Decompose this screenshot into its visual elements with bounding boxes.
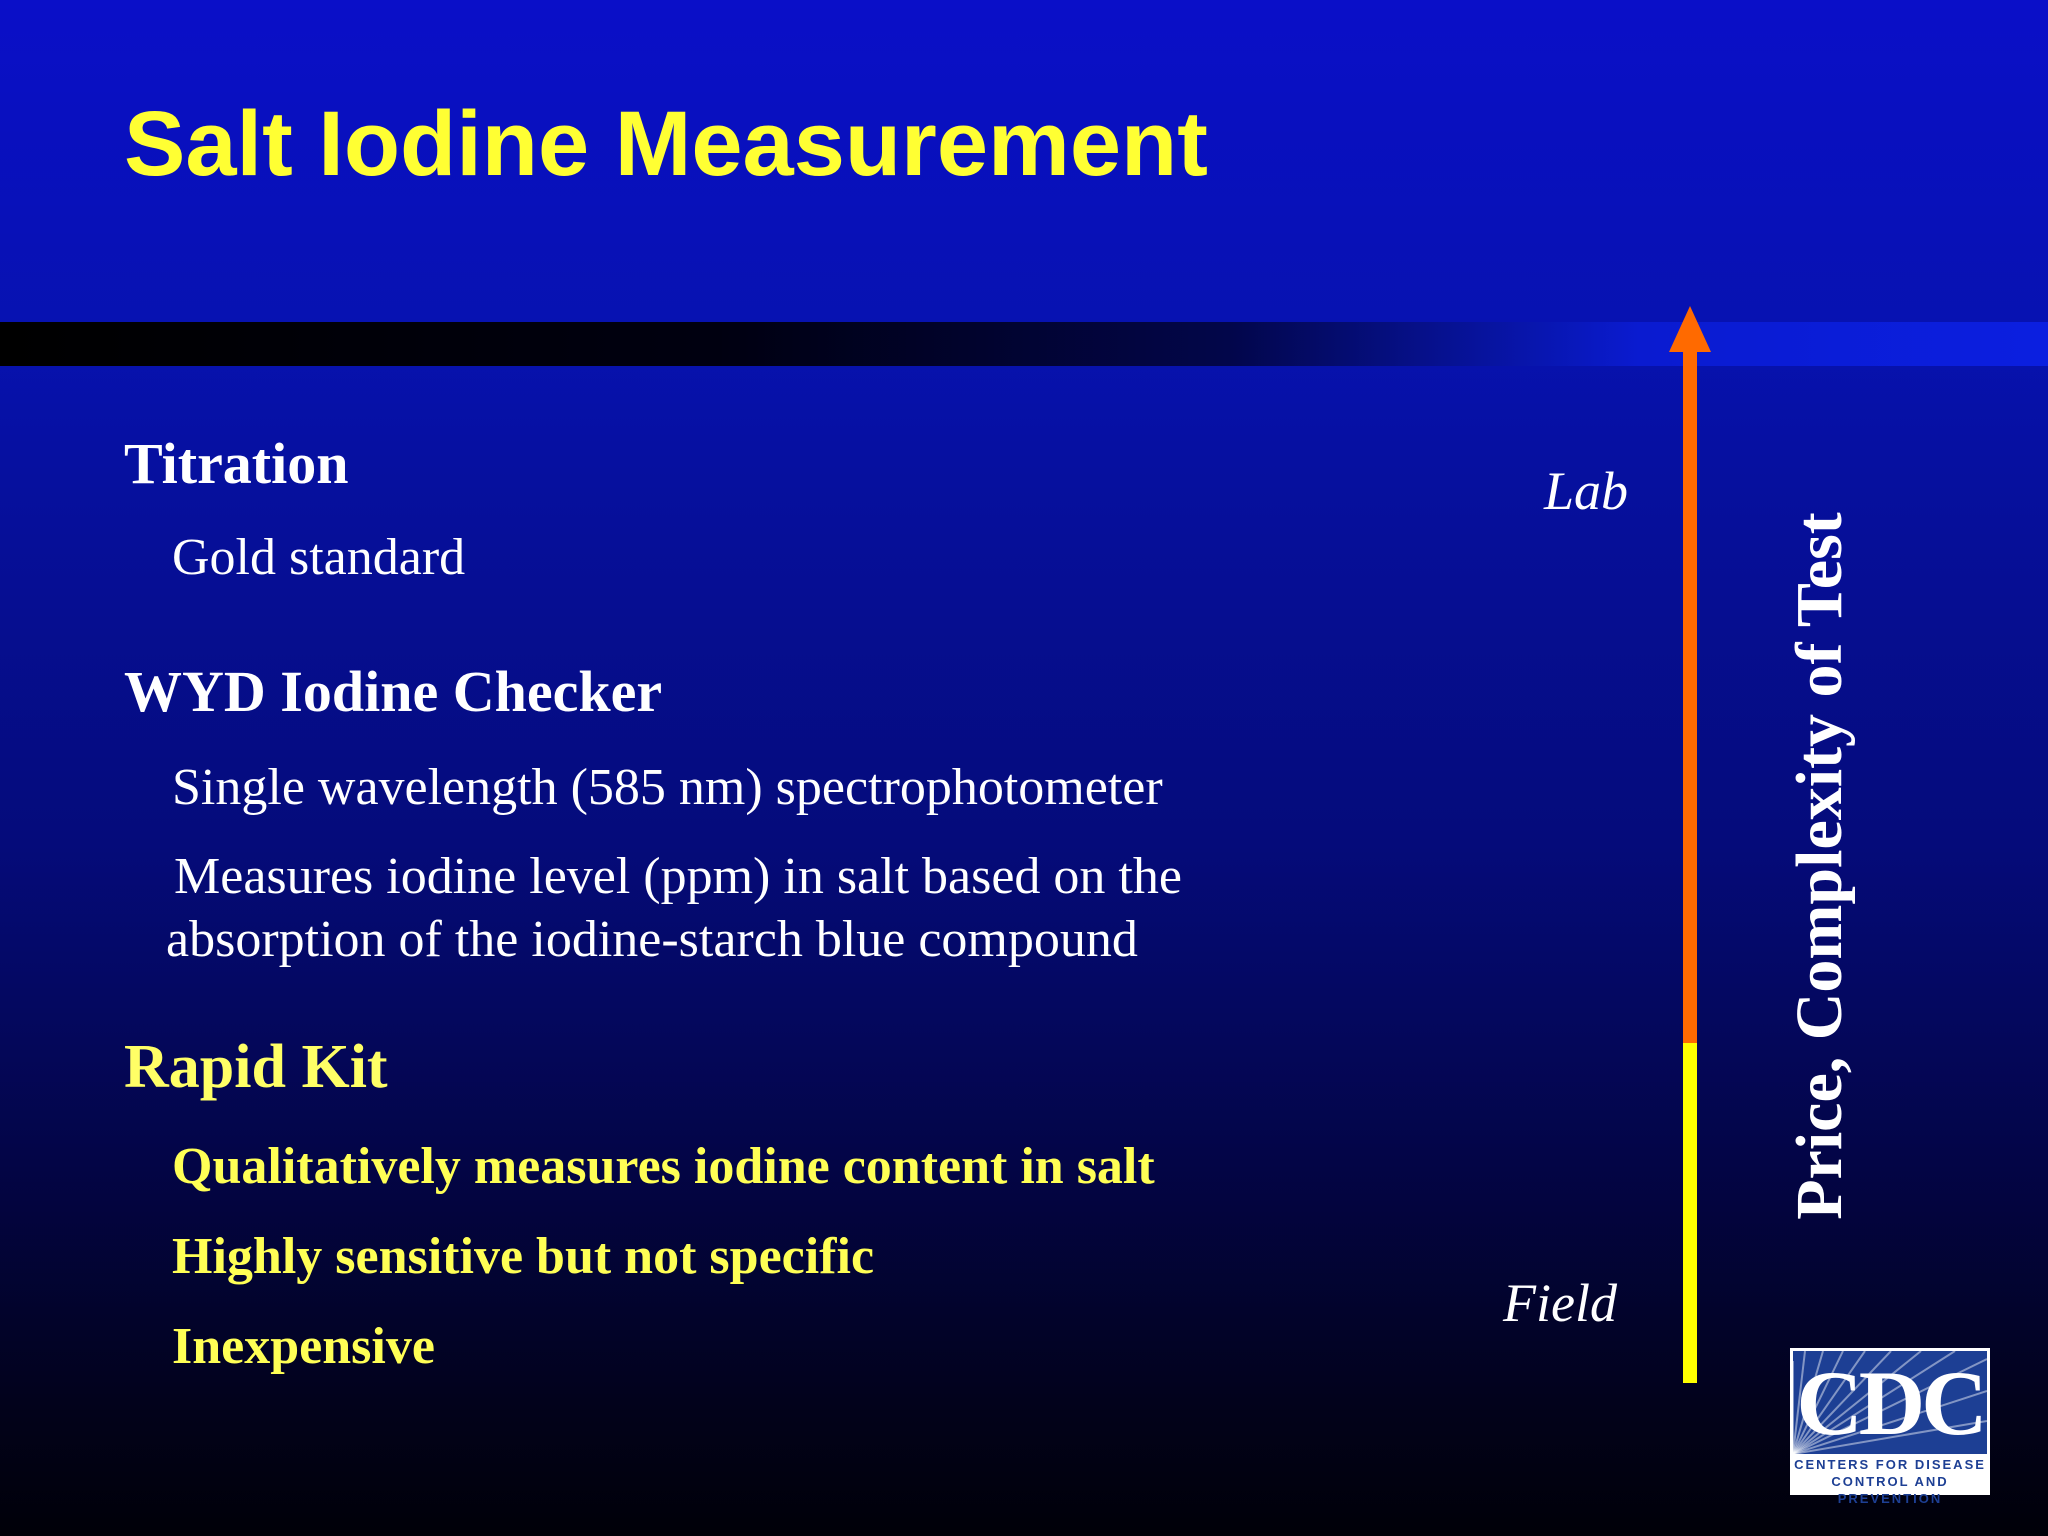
- cdc-logo-subtitle: [1792, 1456, 1988, 1507]
- section-heading-wyd-checker: WYD Iodine Checker: [124, 659, 663, 724]
- axis-label-price-complexity: Price, Complexity of Test: [1783, 512, 1856, 1220]
- titration-item: Gold standard: [172, 529, 466, 586]
- scale-arrow-lower: [1683, 1043, 1697, 1383]
- rapid-kit-item-sensitive: Highly sensitive but not specific: [172, 1228, 875, 1285]
- scale-label-field: Field: [1503, 1273, 1617, 1333]
- section-heading-titration: Titration: [124, 431, 349, 496]
- cdc-logo-emblem: [1793, 1351, 1987, 1454]
- scale-arrow-upper: [1683, 345, 1697, 1043]
- cdc-logo-letters: CDC: [1796, 1352, 1984, 1454]
- cdc-logo-line1: CENTERS FOR DISEASE: [1794, 1457, 1986, 1472]
- title-divider-bar: [0, 322, 2048, 366]
- rapid-kit-item-inexpensive: Inexpensive: [172, 1318, 435, 1375]
- scale-label-lab: Lab: [1544, 461, 1629, 521]
- section-heading-rapid-kit: Rapid Kit: [124, 1033, 388, 1101]
- wyd-item-wavelength: Single wavelength (585 nm) spectrophotometer: [172, 759, 1163, 816]
- wyd-item-measures: Measures iodine level (ppm) in salt based on the absorption of the iodine-starch blue compound: [166, 848, 1182, 968]
- rapid-kit-item-qualitative: Qualitatively measures iodine content in salt: [172, 1138, 1155, 1195]
- cdc-logo-line2: CONTROL AND PREVENTION: [1831, 1474, 1949, 1506]
- cdc-logo: [1790, 1348, 1990, 1506]
- slide-title: Salt Iodine Measurement: [124, 93, 1208, 195]
